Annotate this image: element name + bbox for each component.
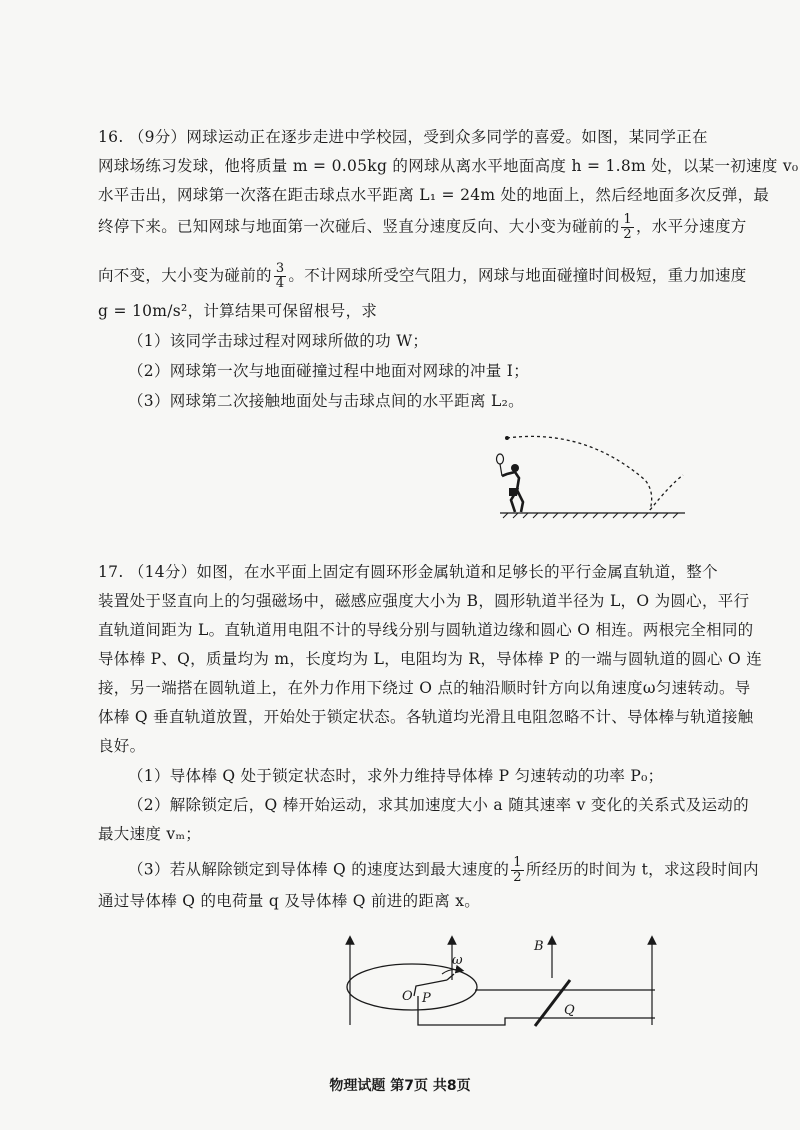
fraction-denominator: 4: [275, 276, 285, 291]
fraction-denominator: 2: [513, 870, 522, 885]
tennis-serve-figure: [495, 430, 695, 525]
q17-sub-2-cont: 最大速度 vₘ；: [98, 825, 202, 843]
q17-sub-1: （1）导体棒 Q 处于锁定状态时，求外力维持导体棒 P 匀速转动的功率 P₀；: [128, 767, 664, 785]
q16-line-4a: 终停下来。已知网球与地面第一次碰后、竖直分速度反向、大小变为碰前的: [98, 217, 620, 236]
q16-line-1: 16. （9分）网球运动正在逐步走进中学校园，受到众多同学的喜爱。如图，某同学正在: [98, 128, 708, 146]
ground-hatching: [500, 513, 685, 518]
q16-sub-1: （1）该同学击球过程对网球所做的功 W；: [128, 332, 429, 350]
fraction-numerator: 1: [623, 212, 632, 227]
q17-sub-3b: 所经历的时间为 t，求这段时间内: [525, 860, 759, 879]
rail-bottom-wire: [418, 996, 655, 1025]
q16-line-3: 水平击出，网球第一次落在距击球点水平距离 L₁ = 24m 处的地面上，然后经地面多次反弹，最: [98, 186, 770, 204]
q17-sub-3a: （3）若从解除锁定到导体棒 Q 的速度达到最大速度的: [128, 860, 510, 879]
fraction-three-quarters: [274, 262, 287, 291]
fraction-numerator: 3: [275, 261, 285, 276]
q16-line-2: 网球场练习发球，他将质量 m = 0.05kg 的网球从离水平地面高度 h = 1.8m 处，以某一初速度 v₀: [98, 157, 799, 175]
q17-line-6: 体棒 Q 垂直轨道放置，开始处于锁定状态。各轨道均光滑且电阻忽略不计、导体棒与轨道接触: [98, 708, 754, 726]
ball-trajectory-1: [507, 436, 652, 510]
q17-sub-3-cont: 通过导体棒 Q 的电荷量 q 及导体棒 Q 前进的距离 x。: [98, 892, 481, 910]
page-footer: 物理试题 第7页 共8页: [329, 1078, 471, 1094]
q17-line-4: 导体棒 P、Q，质量均为 m，长度均为 L，电阻均为 R，导体棒 P 的一端与圆轨道的圆心 O 连: [98, 650, 763, 668]
q17-line-2: 装置处于竖直向上的匀强磁场中，磁感应强度大小为 B，圆形轨道半径为 L，O 为圆心，平行: [98, 592, 750, 610]
tennis-ball-icon: [505, 436, 509, 440]
q16-line-5: [98, 262, 748, 291]
q16-line-4b: ，水平分速度方: [635, 217, 747, 236]
q17-line-3: 直轨道间距为 L。直轨道用电阻不计的导线分别与圆轨道边缘和圆心 O 相连。两根完全相同的: [98, 621, 754, 639]
q17-line-1: 17. （14分）如图，在水平面上固定有圆环形金属轨道和足够长的平行金属直轨道，整个: [98, 563, 718, 581]
label-B: B: [534, 939, 544, 954]
fraction-numerator: 1: [513, 855, 522, 870]
q17-line-7: 良好。: [98, 737, 146, 755]
q17-line-5: 接，另一端搭在圆轨道上，在外力作用下绕过 O 点的轴沿顺时针方向以角速度ω匀速转动。导: [98, 679, 751, 697]
rail-circuit-diagram: [330, 930, 670, 1040]
q16-line-6: g = 10m/s²，计算结果可保留根号，求: [98, 302, 378, 320]
label-P: P: [422, 991, 431, 1006]
ball-trajectory-2: [650, 475, 683, 510]
label-omega: ω: [452, 953, 463, 968]
fraction-denominator: 2: [623, 227, 632, 242]
q16-sub-3: （3）网球第二次接触地面处与击球点间的水平距离 L₂。: [128, 392, 524, 410]
label-Q: Q: [564, 1003, 575, 1018]
fraction-one-half: [621, 213, 634, 242]
q16-line-4: [98, 213, 748, 242]
fraction-one-half: [511, 856, 524, 885]
q17-sub-2: （2）解除锁定后，Q 棒开始运动，求其加速度大小 a 随其速率 v 变化的关系式及运动的: [128, 796, 749, 814]
q16-sub-2: （2）网球第一次与地面碰撞过程中地面对网球的冲量 I；: [128, 362, 530, 380]
q16-line-5a: 向不变，大小变为碰前的: [98, 266, 272, 285]
tennis-player-icon: [497, 454, 524, 512]
label-O: O: [402, 989, 413, 1004]
q17-sub-3: [128, 856, 778, 885]
q16-line-5b: 。不计网球所受空气阻力，网球与地面碰撞时间极短，重力加速度: [288, 266, 747, 285]
